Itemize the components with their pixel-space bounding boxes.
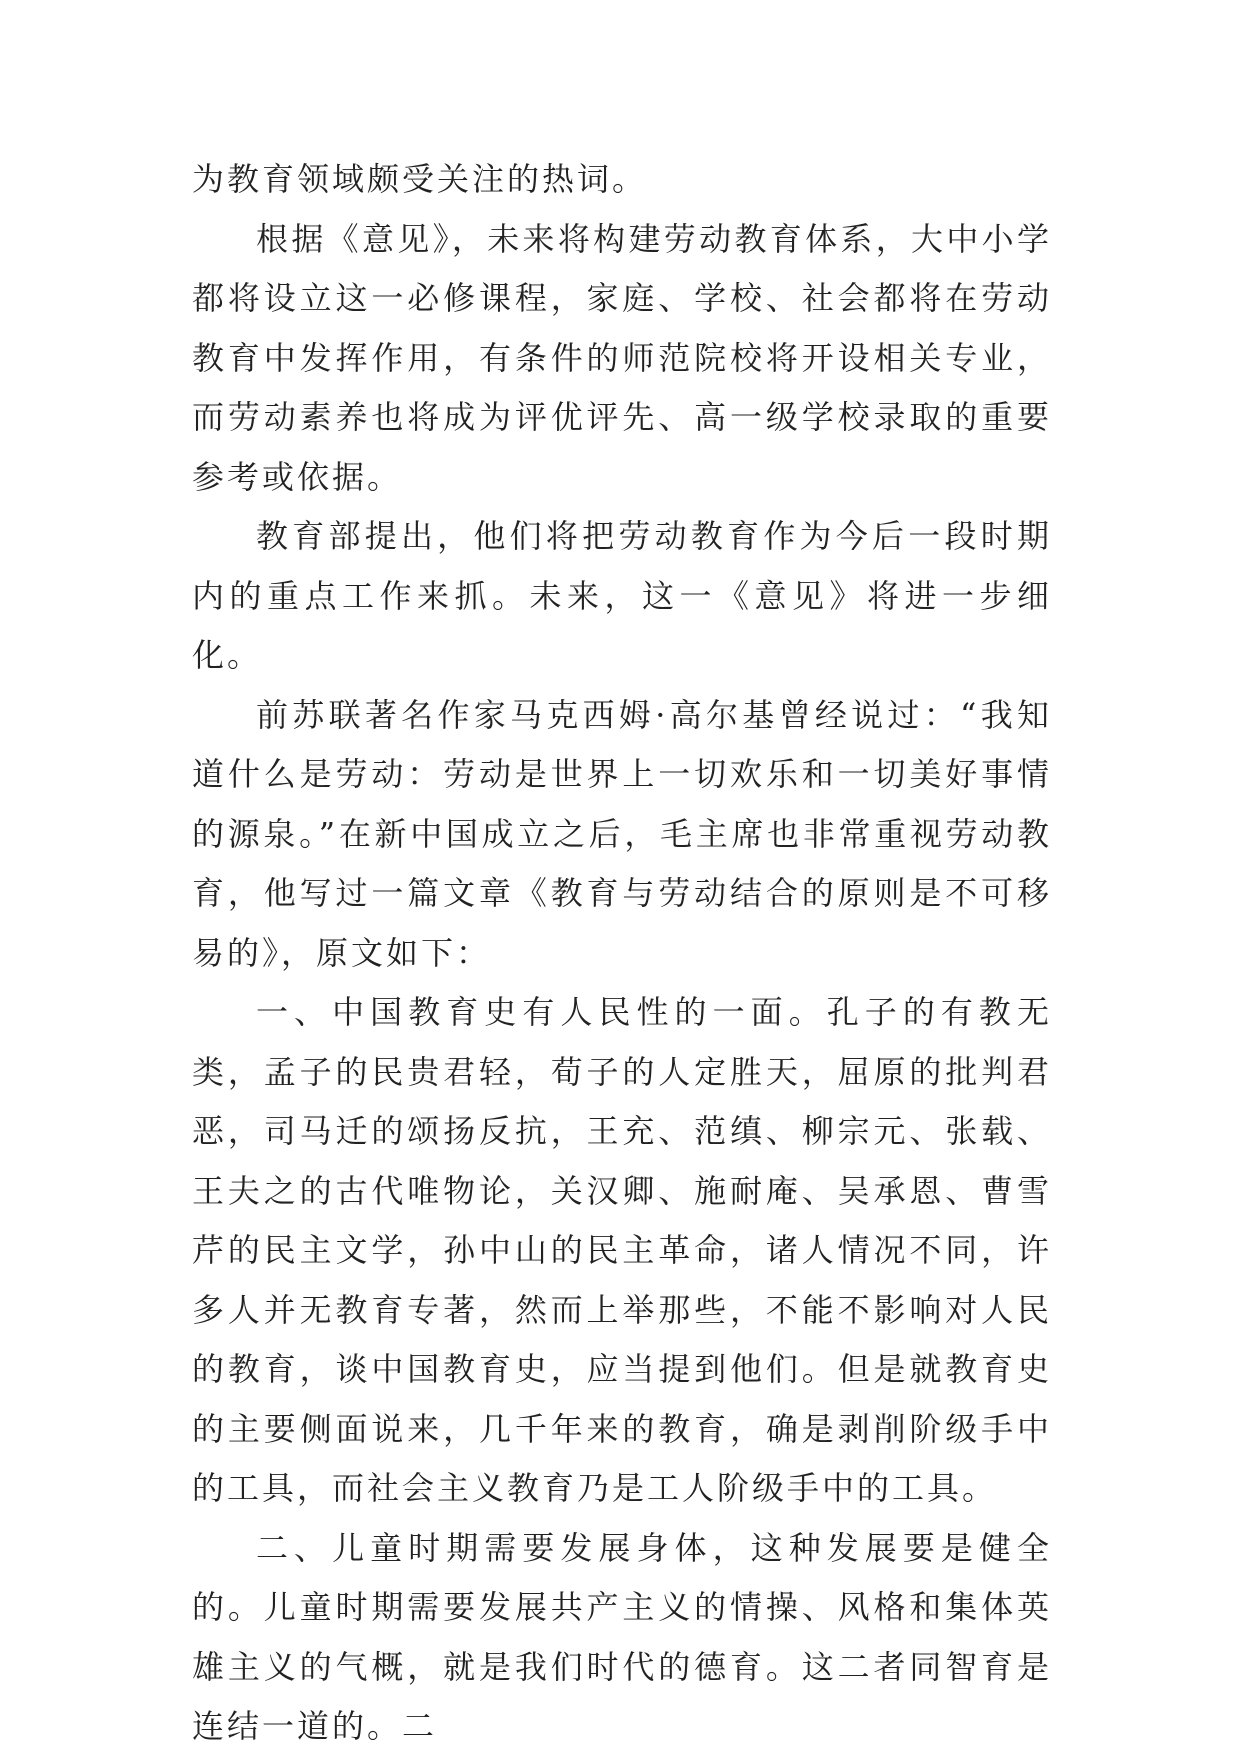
paragraph-ministry-statement: 教育部提出，他们将把劳动教育作为今后一段时期内的重点工作来抓。未来，这一《意见》将进一步细化。 xyxy=(192,517,1052,674)
paragraph-point-two: 二、儿童时期需要发展身体，这种发展要是健全的。儿童时期需要发展共产主义的情操、风格和集体英雄主义的气概，就是我们时代的德育。这二者同智育是连结一道的。二 xyxy=(192,1528,1052,1745)
document-body xyxy=(192,150,1052,1757)
paragraph-gorky-quote: 前苏联著名作家马克西姆·高尔基曾经说过：“我知道什么是劳动：劳动是世界上一切欢乐和一切美好事情的源泉。”在新中国成立之后，毛主席也非常重视劳动教育，他写过一篇文章《教育与劳动结合的原则是不可移易的》，原文如下： xyxy=(192,695,1052,972)
paragraph-point-one: 一、中国教育史有人民性的一面。孔子的有教无类，孟子的民贵君轻，荀子的人定胜天，屈原的批判君恶，司马迁的颂扬反抗，王充、范缜、柳宗元、张载、王夫之的古代唯物论，关汉卿、施耐庵、吴承恩、曹雪芹的民主文学，孙中山的民主革命，诸人情况不同，许多人并无教育专著，然而上举那些，不能不影响对人民的教育，谈中国教育史，应当提到他们。但是就教育史的主要侧面说来，几千年来的教育，确是剥削阶级手中的工具，而社会主义教育乃是工人阶级手中的工具。 xyxy=(192,993,1052,1507)
paragraph-continuation: 为教育领域颇受关注的热词。 xyxy=(192,160,648,198)
paragraph-opinion-summary: 根据《意见》，未来将构建劳动教育体系，大中小学都将设立这一必修课程，家庭、学校、社会都将在劳动教育中发挥作用，有条件的师范院校将开设相关专业，而劳动素养也将成为评优评先、高一级学校录取的重要参考或依据。 xyxy=(192,219,1052,496)
